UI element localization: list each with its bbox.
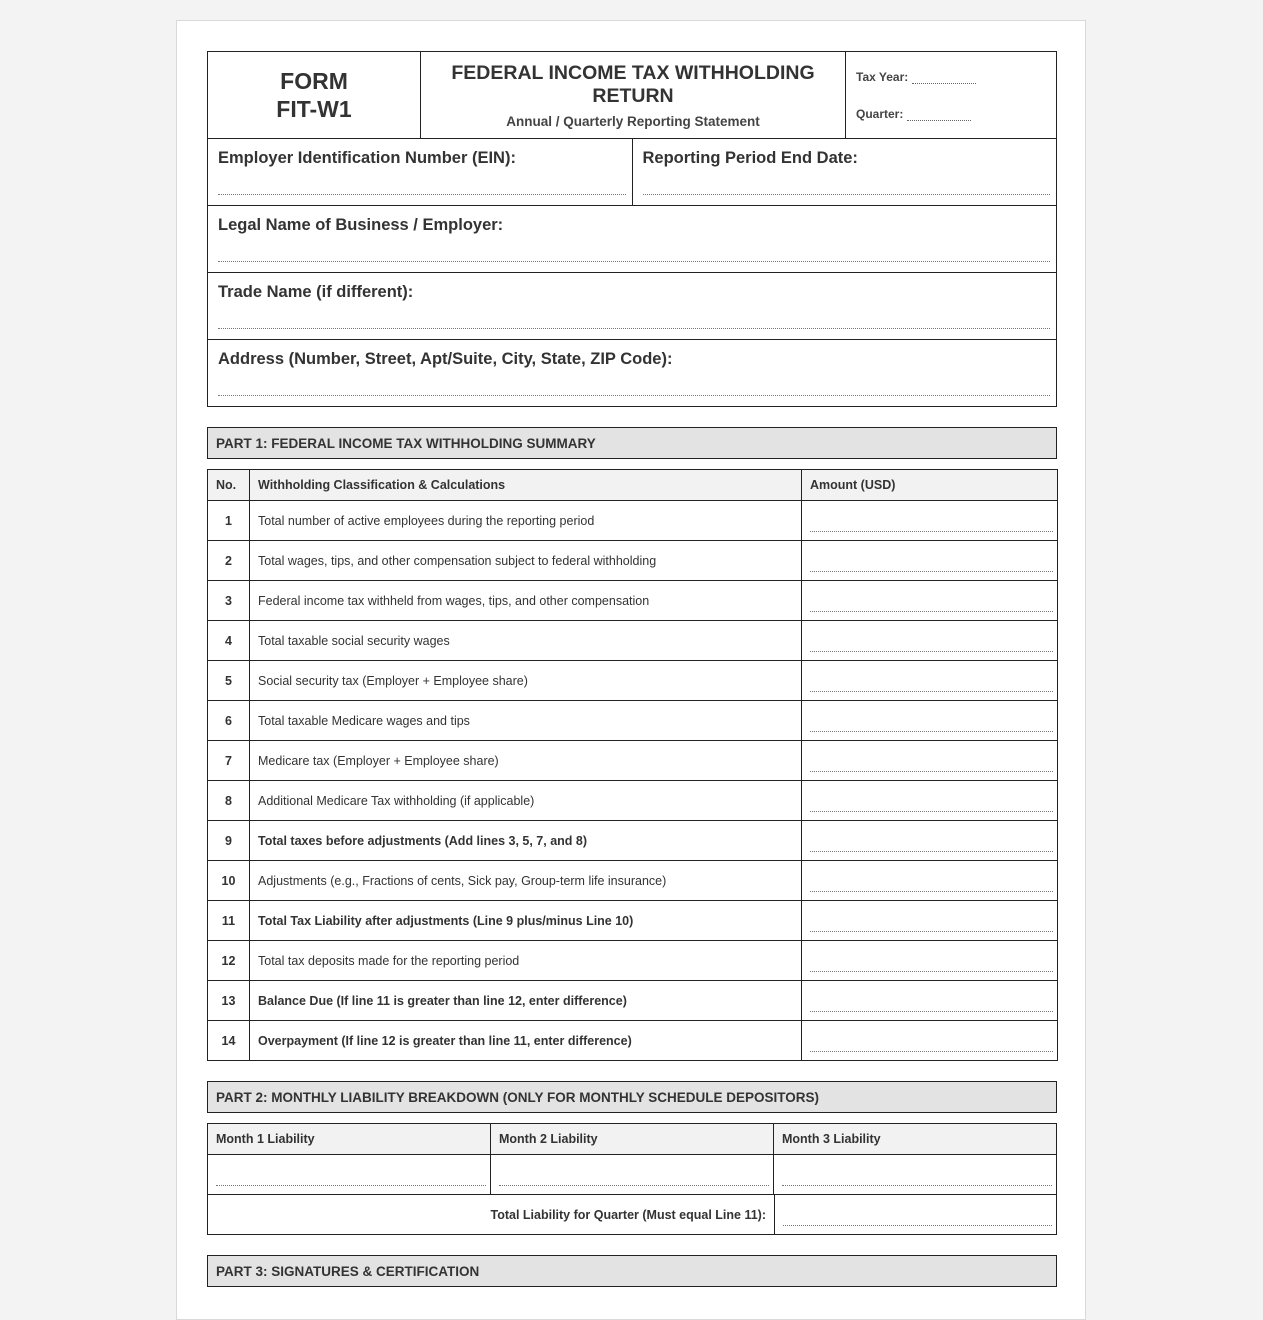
form-header — [207, 51, 1057, 139]
line-amount-cell — [802, 1021, 1058, 1061]
line-number: 7 — [208, 741, 250, 781]
form-title: FEDERAL INCOME TAX WITHHOLDING RETURN — [451, 61, 815, 107]
trade-name-cell — [208, 273, 1056, 339]
trade-name-label: Trade Name (if different): — [218, 283, 414, 301]
line-description: Social security tax (Employer + Employee share) — [250, 661, 802, 701]
ein-cell — [208, 139, 632, 205]
line-number: 13 — [208, 981, 250, 1021]
quarter-row — [856, 101, 1046, 121]
line-number: 11 — [208, 901, 250, 941]
line-amount-cell — [802, 901, 1058, 941]
tax-year-box — [846, 52, 1056, 138]
line-amount-field[interactable] — [810, 1011, 1053, 1012]
line-amount-cell — [802, 861, 1058, 901]
address-row — [208, 340, 1056, 406]
form-subtitle: Annual / Quarterly Reporting Statement — [506, 113, 760, 129]
table-row — [208, 661, 1058, 701]
address-label: Address (Number, Street, Apt/Suite, City, State, ZIP Code): — [218, 350, 673, 368]
line-description: Total taxable social security wages — [250, 621, 802, 661]
line-number: 14 — [208, 1021, 250, 1061]
part3-header: PART 3: SIGNATURES & CERTIFICATION — [207, 1255, 1057, 1287]
table-row — [208, 781, 1058, 821]
month2-cell — [490, 1155, 773, 1194]
line-amount-field[interactable] — [810, 1051, 1053, 1052]
line-amount-cell — [802, 621, 1058, 661]
line-number: 8 — [208, 781, 250, 821]
line-description: Balance Due (If line 11 is greater than line 12, enter difference) — [250, 981, 802, 1021]
legal-name-row — [208, 206, 1056, 273]
ein-field[interactable] — [218, 194, 626, 195]
table-row — [208, 821, 1058, 861]
line-amount-field[interactable] — [810, 571, 1053, 572]
line-description: Federal income tax withheld from wages, tips, and other compensation — [250, 581, 802, 621]
quarter-label: Quarter: — [856, 107, 904, 121]
line-amount-field[interactable] — [810, 611, 1053, 612]
quarter-total-label: Total Liability for Quarter (Must equal Line 11): — [490, 1207, 766, 1222]
period-end-label: Reporting Period End Date: — [642, 149, 858, 167]
line-number: 3 — [208, 581, 250, 621]
quarter-total-field[interactable] — [783, 1225, 1052, 1226]
line-amount-field[interactable] — [810, 531, 1053, 532]
line-number: 4 — [208, 621, 250, 661]
line-amount-field[interactable] — [810, 931, 1053, 932]
line-description: Total taxes before adjustments (Add lines 3, 5, 7, and 8) — [250, 821, 802, 861]
table-header-row — [208, 470, 1058, 501]
line-amount-cell — [802, 661, 1058, 701]
line-description: Additional Medicare Tax withholding (if applicable) — [250, 781, 802, 821]
table-row — [208, 901, 1058, 941]
line-amount-cell — [802, 581, 1058, 621]
ein-label: Employer Identification Number (EIN): — [218, 149, 516, 167]
line-description: Medicare tax (Employer + Employee share) — [250, 741, 802, 781]
line-number: 10 — [208, 861, 250, 901]
table-row — [208, 501, 1058, 541]
form-id-box — [208, 52, 421, 138]
trade-name-row — [208, 273, 1056, 340]
form-content — [207, 51, 1057, 1287]
line-description: Total taxable Medicare wages and tips — [250, 701, 802, 741]
col-desc-header: Withholding Classification & Calculations — [250, 470, 802, 501]
line-description: Total Tax Liability after adjustments (Line 9 plus/minus Line 10) — [250, 901, 802, 941]
col-no-header: No. — [208, 470, 250, 501]
table-row — [208, 981, 1058, 1021]
line-description: Total number of active employees during the reporting period — [250, 501, 802, 541]
line-amount-cell — [802, 741, 1058, 781]
line-amount-cell — [802, 781, 1058, 821]
line-amount-field[interactable] — [810, 851, 1053, 852]
form-page — [176, 20, 1086, 1320]
table-row — [208, 1021, 1058, 1061]
ein-row — [208, 139, 1056, 206]
line-description: Adjustments (e.g., Fractions of cents, Sick pay, Group-term life insurance) — [250, 861, 802, 901]
line-amount-field[interactable] — [810, 651, 1053, 652]
line-amount-field[interactable] — [810, 731, 1053, 732]
month2-field[interactable] — [499, 1185, 769, 1186]
line-amount-field[interactable] — [810, 971, 1053, 972]
period-cell — [632, 139, 1057, 205]
line-amount-field[interactable] — [810, 771, 1053, 772]
line-description: Total tax deposits made for the reporting period — [250, 941, 802, 981]
address-cell — [208, 340, 1056, 406]
line-amount-cell — [802, 941, 1058, 981]
tax-year-row — [856, 64, 1046, 84]
monthly-values-row — [208, 1154, 1056, 1194]
form-title-box — [421, 52, 846, 138]
line-description: Overpayment (If line 12 is greater than line 11, enter difference) — [250, 1021, 802, 1061]
quarter-field[interactable] — [907, 110, 971, 121]
line-number: 6 — [208, 701, 250, 741]
table-row — [208, 741, 1058, 781]
line-number: 5 — [208, 661, 250, 701]
quarter-total-cell — [774, 1195, 1056, 1234]
legal-name-cell — [208, 206, 1056, 272]
table-row — [208, 861, 1058, 901]
line-amount-field[interactable] — [810, 891, 1053, 892]
monthly-liability-table — [207, 1123, 1057, 1235]
line-description: Total wages, tips, and other compensation subject to federal withholding — [250, 541, 802, 581]
month3-field[interactable] — [782, 1185, 1052, 1186]
part2-header: PART 2: MONTHLY LIABILITY BREAKDOWN (ONLY FOR MONTHLY SCHEDULE DEPOSITORS) — [207, 1081, 1057, 1113]
month2-header: Month 2 Liability — [490, 1124, 773, 1154]
address-field[interactable] — [218, 395, 1050, 396]
line-amount-cell — [802, 981, 1058, 1021]
employer-info — [207, 139, 1057, 407]
line-number: 12 — [208, 941, 250, 981]
form-number: FIT-W1 — [276, 96, 352, 122]
withholding-table — [207, 469, 1058, 1061]
month1-cell — [208, 1155, 490, 1194]
line-number: 1 — [208, 501, 250, 541]
part1-header: PART 1: FEDERAL INCOME TAX WITHHOLDING SUMMARY — [207, 427, 1057, 459]
table-row — [208, 621, 1058, 661]
month3-header: Month 3 Liability — [773, 1124, 1056, 1154]
monthly-header-row — [208, 1124, 1056, 1154]
trade-name-field[interactable] — [218, 328, 1050, 329]
line-amount-cell — [802, 701, 1058, 741]
legal-name-field[interactable] — [218, 261, 1050, 262]
table-row — [208, 581, 1058, 621]
line-amount-cell — [802, 501, 1058, 541]
tax-year-field[interactable] — [912, 73, 976, 84]
month1-header: Month 1 Liability — [208, 1124, 490, 1154]
month1-field[interactable] — [216, 1185, 486, 1186]
period-end-field[interactable] — [643, 194, 1051, 195]
line-amount-cell — [802, 821, 1058, 861]
col-amount-header: Amount (USD) — [802, 470, 1058, 501]
tax-year-label: Tax Year: — [856, 70, 909, 84]
line-number: 9 — [208, 821, 250, 861]
quarter-total-row — [208, 1194, 1056, 1234]
month3-cell — [773, 1155, 1056, 1194]
line-amount-field[interactable] — [810, 811, 1053, 812]
legal-name-label: Legal Name of Business / Employer: — [218, 216, 504, 234]
table-row — [208, 541, 1058, 581]
line-number: 2 — [208, 541, 250, 581]
line-amount-field[interactable] — [810, 691, 1053, 692]
table-row — [208, 941, 1058, 981]
table-row — [208, 701, 1058, 741]
line-amount-cell — [802, 541, 1058, 581]
form-label: FORM — [280, 68, 348, 94]
